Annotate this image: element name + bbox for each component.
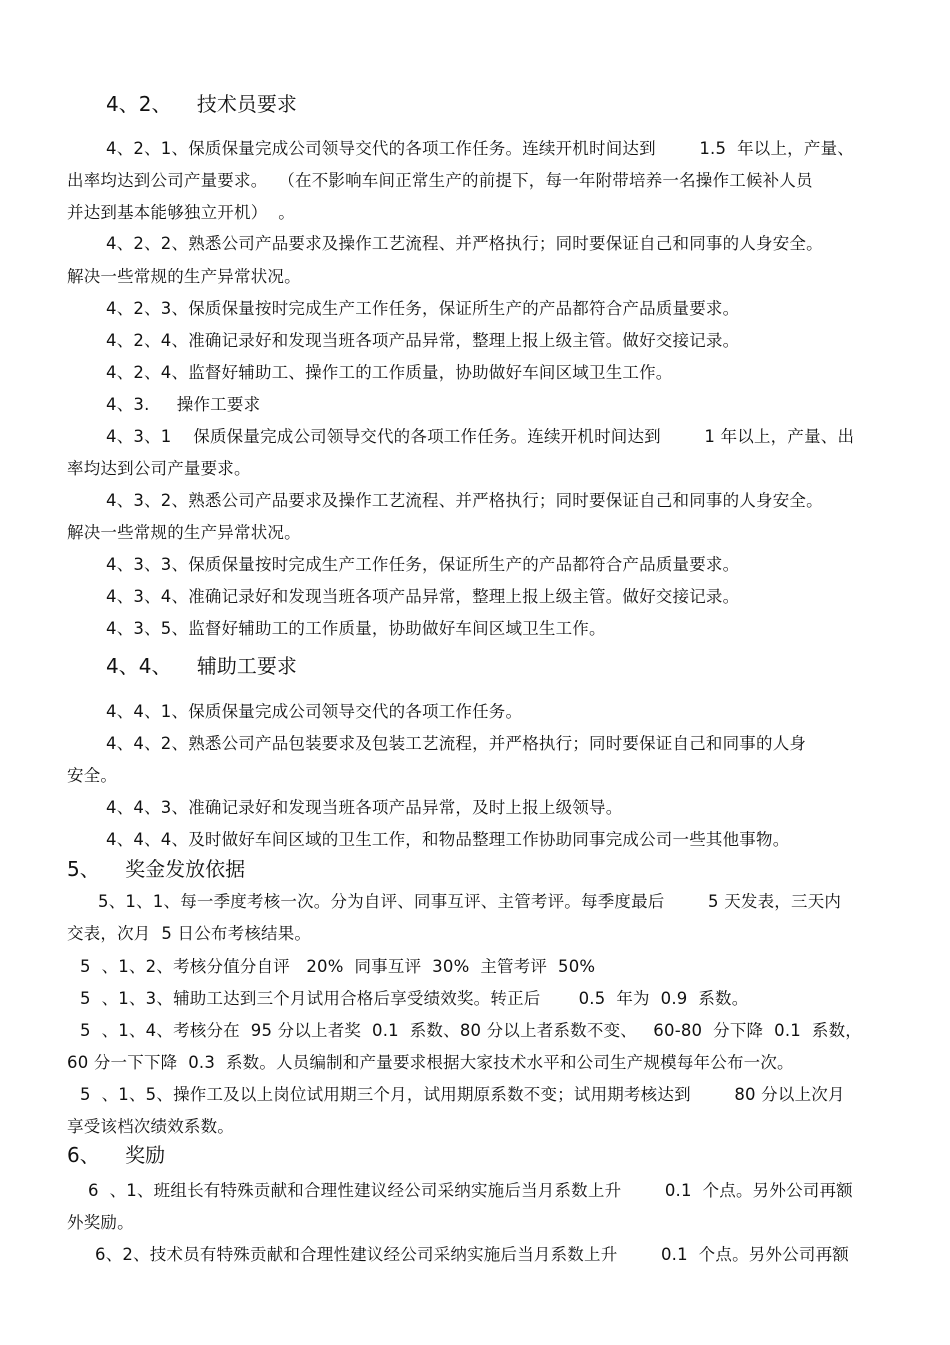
section-heading: 4、4、 辅助工要求 bbox=[106, 654, 297, 678]
paragraph-line: 4、2、4、准确记录好和发现当班各项产品异常，整理上报上级主管。做好交接记录。 bbox=[106, 331, 740, 350]
paragraph-line: 5 、1、4、考核分在 95 分以上者奖 0.1 系数、80 分以上者系数不变、 60-80 分下降 0.1 系数， bbox=[80, 1021, 862, 1040]
paragraph-line: 4、4、1、保质保量完成公司领导交代的各项工作任务。 bbox=[106, 702, 523, 721]
subsection-heading: 4、3. 操作工要求 bbox=[106, 395, 261, 414]
paragraph-line: 率均达到公司产量要求。 bbox=[67, 459, 251, 478]
paragraph-line: 并达到基本能够独立开机） 。 bbox=[67, 203, 295, 222]
paragraph-line: 6 、1、班组长有特殊贡献和合理性建议经公司采纳实施后当月系数上升 0.1 个点。另外公司再额 bbox=[88, 1181, 853, 1200]
paragraph-line: 4、2、3、保质保量按时完成生产工作任务，保证所生产的产品都符合产品质量要求。 bbox=[106, 299, 740, 318]
paragraph-line: 出率均达到公司产量要求。 （在不影响车间正常生产的前提下，每一年附带培养一名操作工候补人员 bbox=[67, 171, 813, 190]
paragraph-line: 5 、1、2、考核分值分自评 20% 同事互评 30% 主管考评 50% bbox=[80, 957, 596, 976]
section-heading: 6、 奖励 bbox=[67, 1143, 166, 1167]
paragraph-line: 享受该档次绩效系数。 bbox=[67, 1117, 234, 1136]
paragraph-line: 60 分一下下降 0.3 系数。人员编制和产量要求根据大家技术水平和公司生产规模每年公布一次。 bbox=[67, 1053, 794, 1072]
paragraph-line: 安全。 bbox=[67, 766, 118, 785]
paragraph-line: 4、3、4、准确记录好和发现当班各项产品异常，整理上报上级主管。做好交接记录。 bbox=[106, 587, 740, 606]
paragraph-line: 解决一些常规的生产异常状况。 bbox=[67, 267, 301, 286]
paragraph-line: 4、4、4、及时做好车间区域的卫生工作，和物品整理工作协助同事完成公司一些其他事物。 bbox=[106, 830, 790, 849]
paragraph-line: 交表，次月 5 日公布考核结果。 bbox=[67, 924, 312, 943]
paragraph-line: 4、3、2、熟悉公司产品要求及操作工艺流程、并严格执行；同时要保证自己和同事的人身安全。 bbox=[106, 491, 823, 510]
paragraph-line: 4、3、5、监督好辅助工的工作质量，协助做好车间区域卫生工作。 bbox=[106, 619, 606, 638]
section-heading: 5、 奖金发放依据 bbox=[67, 857, 246, 881]
paragraph-line: 5 、1、3、辅助工达到三个月试用合格后享受绩效奖。转正后 0.5 年为 0.9 系数。 bbox=[80, 989, 749, 1008]
paragraph-line: 4、4、3、准确记录好和发现当班各项产品异常，及时上报上级领导。 bbox=[106, 798, 623, 817]
paragraph-line: 外奖励。 bbox=[67, 1213, 134, 1232]
paragraph-line: 4、2、1、保质保量完成公司领导交代的各项工作任务。连续开机时间达到 1.5 年以上，产量、 bbox=[106, 139, 854, 158]
paragraph-line: 5 、1、5、操作工及以上岗位试用期三个月，试用期原系数不变；试用期考核达到 80 分以上次月 bbox=[80, 1085, 845, 1104]
paragraph-line: 4、2、4、监督好辅助工、操作工的工作质量，协助做好车间区域卫生工作。 bbox=[106, 363, 673, 382]
paragraph-line: 4、3、1 保质保量完成公司领导交代的各项工作任务。连续开机时间达到 1 年以上，产量、出 bbox=[106, 427, 855, 446]
paragraph-line: 4、4、2、熟悉公司产品包装要求及包装工艺流程，并严格执行；同时要保证自己和同事的人身 bbox=[106, 734, 807, 753]
section-heading: 4、2、 技术员要求 bbox=[106, 92, 297, 116]
paragraph-line: 4、2、2、熟悉公司产品要求及操作工艺流程、并严格执行；同时要保证自己和同事的人身安全。 bbox=[106, 234, 823, 253]
paragraph-line: 解决一些常规的生产异常状况。 bbox=[67, 523, 301, 542]
paragraph-line: 5、1、1、每一季度考核一次。分为自评、同事互评、主管考评。每季度最后 5 天发表，三天内 bbox=[98, 892, 842, 911]
paragraph-line: 6、2、技术员有特殊贡献和合理性建议经公司采纳实施后当月系数上升 0.1 个点。另外公司再额 bbox=[95, 1245, 849, 1264]
paragraph-line: 4、3、3、保质保量按时完成生产工作任务，保证所生产的产品都符合产品质量要求。 bbox=[106, 555, 740, 574]
